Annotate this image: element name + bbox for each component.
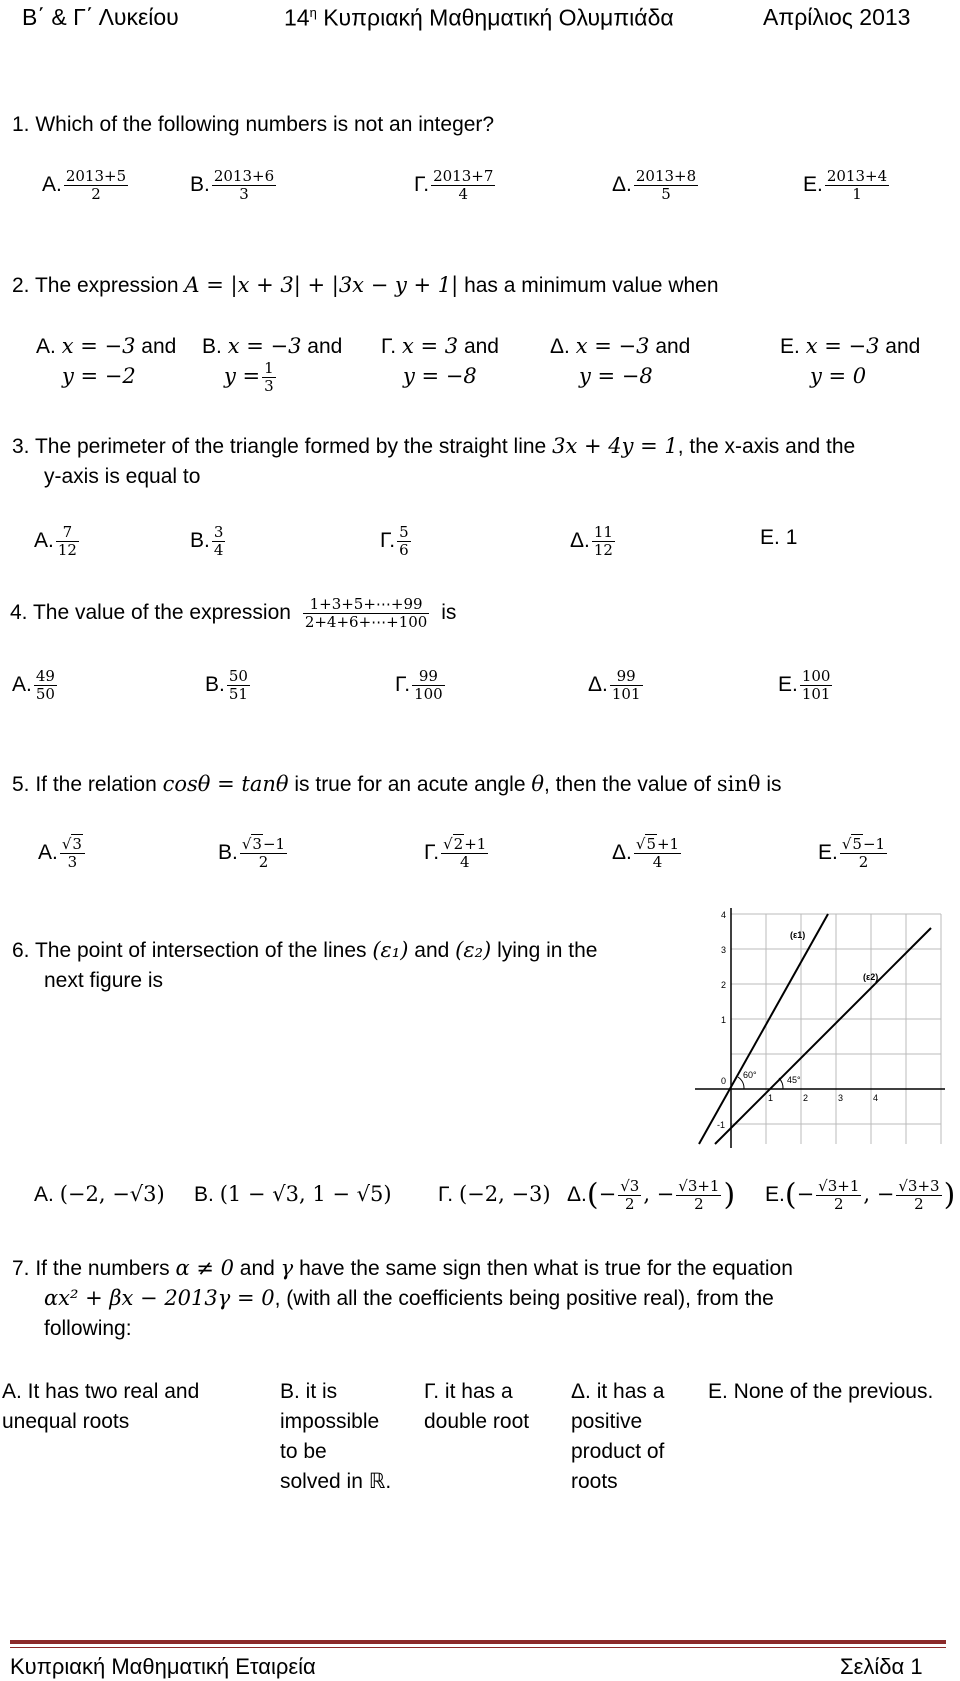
q3-text: 3. The perimeter of the triangle formed by the straight line 3x + 4y = 1, the x-axis and the: [12, 434, 856, 458]
q4-option-e: Ε. $\frac{100}{101}$: [778, 667, 831, 703]
footer-left: Κυπριακή Μαθηματική Εταιρεία: [10, 1654, 316, 1679]
q2-option-b-y: y = $\frac{1}{3}$: [224, 359, 274, 395]
q6-figure: [695, 908, 945, 1154]
q7-text-line3: following:: [44, 1317, 132, 1340]
q1-option-b: Β. $\frac{2013+6}{3}$: [190, 167, 275, 203]
q5-option-b: Β. $\frac{√3-1}{2}$: [218, 835, 286, 871]
q2-option-a-y: y = −2: [62, 364, 136, 388]
q2-option-c-y: y = −8: [403, 364, 477, 388]
q6-text: 6. The point of intersection of the lines (ε₁) and (ε₂) lying in the: [12, 938, 598, 962]
q3-option-e: Ε. 1: [760, 526, 798, 549]
q6-option-c: Γ. (−2, −3): [438, 1182, 551, 1206]
y-tick-neg1: -1: [717, 1120, 726, 1130]
q4-text: 4. The value of the expression $\frac{1+3+5+\cdots+99}{2+4+6+\cdots+100}$ is: [10, 595, 457, 631]
line-epsilon-2-label: (ε2): [863, 972, 879, 982]
y-tick-1: 1: [721, 1015, 727, 1025]
angle-45-label: 45°: [787, 1075, 801, 1085]
q5-option-d: Δ. $\frac{√5+1}{4}$: [612, 835, 680, 871]
line-epsilon-1-label: (ε1): [790, 930, 806, 940]
header-right: Απρίλιος 2013: [763, 4, 911, 30]
q2-option-d-y: y = −8: [579, 364, 653, 388]
q7-option-b: Β. it is impossible to be solved in ℝ.: [280, 1380, 392, 1493]
q5-option-c: Γ. $\frac{√2+1}{4}$: [424, 835, 487, 871]
q1-option-c: Γ. $\frac{2013+7}{4}$: [414, 167, 494, 203]
x-tick-1: 1: [768, 1093, 774, 1103]
header-left: Β΄ & Γ΄ Λυκείου: [22, 4, 179, 30]
header-center: [284, 6, 674, 30]
angle-60-label: 60°: [743, 1070, 757, 1080]
q1-option-e: Ε. $\frac{2013+4}{1}$: [803, 167, 888, 203]
q7-option-e: Ε. None of the previous.: [708, 1380, 934, 1403]
q4-option-c: Γ. $\frac{99}{100}$: [395, 667, 443, 703]
q5-option-e: Ε. $\frac{√5-1}{2}$: [818, 835, 886, 871]
footer-rule-thick: [10, 1640, 946, 1644]
q4-option-d: Δ. $\frac{99}{101}$: [588, 667, 641, 703]
y-tick-3: 3: [721, 945, 727, 955]
x-tick-4: 4: [873, 1093, 879, 1103]
q6-option-b: Β. (1 − √3, 1 − √5): [194, 1182, 392, 1206]
q7-option-a: Α. It has two real and unequal roots: [2, 1380, 200, 1433]
q1-text: 1. Which of the following numbers is not an integer?: [12, 113, 495, 136]
q2-option-e: Ε. x = −3 and: [780, 334, 921, 358]
q2-option-a: Α. x = −3 and: [36, 334, 177, 358]
q2-text: 2. The expression A = |x + 3| + |3x − y + 1| has a minimum value when: [12, 273, 719, 297]
q5-option-a: Α. $\frac{√3}{3}$: [38, 836, 87, 871]
q6-option-e: Ε.(− $\frac{√3+1}{2}$ , − $\frac{√3+3}{2}$ ): [765, 1177, 956, 1213]
q3-option-c: Γ. $\frac{5}{6}$: [380, 523, 409, 559]
q7-option-c: Γ. it has a double root: [424, 1380, 530, 1433]
y-tick-4: 4: [721, 910, 727, 920]
y-tick-0: 0: [721, 1076, 727, 1086]
q7-option-d: Δ. it has a positive product of roots: [571, 1380, 665, 1493]
footer-rule-thin: [10, 1647, 946, 1648]
q4-option-a: Α. $\frac{49}{50}$: [12, 667, 55, 703]
header-center-title: Κυπριακή Μαθηματική Ολυμπιάδα: [323, 4, 674, 31]
header-center-number: 14: [284, 4, 310, 31]
q7-text-line2: αx² + βx − 2013γ = 0, (with all the coefficients being positive real), from the: [44, 1286, 774, 1310]
x-tick-3: 3: [838, 1093, 844, 1103]
q7-text-line1: 7. If the numbers α ≠ 0 and γ have the same sign then what is true for the equation: [12, 1256, 793, 1280]
q1-option-d: Δ. $\frac{2013+8}{5}$: [612, 167, 697, 203]
q3-option-d: Δ. $\frac{11}{12}$: [570, 523, 613, 559]
q2-option-e-y: y = 0: [810, 364, 867, 388]
q2-option-d: Δ. x = −3 and: [550, 334, 691, 358]
q6-text-line2: next figure is: [44, 969, 164, 992]
y-tick-2: 2: [721, 980, 727, 990]
q3-option-a: Α. $\frac{7}{12}$: [34, 523, 77, 559]
q3-option-b: Β. $\frac{3}{4}$: [190, 523, 224, 559]
q1-option-a: Α. $\frac{2013+5}{2}$: [42, 167, 127, 203]
footer-right: Σελίδα 1: [840, 1654, 923, 1679]
line-epsilon-2: [715, 928, 931, 1144]
q3-text-line2: y-axis is equal to: [44, 465, 201, 488]
q6-option-a: Α. (−2, −√3): [34, 1182, 165, 1206]
q4-option-b: Β. $\frac{50}{51}$: [205, 667, 248, 703]
q5-text: 5. If the relation cosθ = tanθ is true for an acute angle θ, then the value of sinθ is: [12, 772, 782, 796]
q2-option-c: Γ. x = 3 and: [381, 334, 499, 358]
q2-option-b: Β. x = −3 and: [202, 334, 343, 358]
x-tick-2: 2: [803, 1093, 809, 1103]
header-center-sup: η: [309, 5, 317, 20]
q6-option-d: Δ.(− $\frac{√3}{2}$ , − $\frac{√3+1}{2}$ ): [567, 1177, 736, 1213]
